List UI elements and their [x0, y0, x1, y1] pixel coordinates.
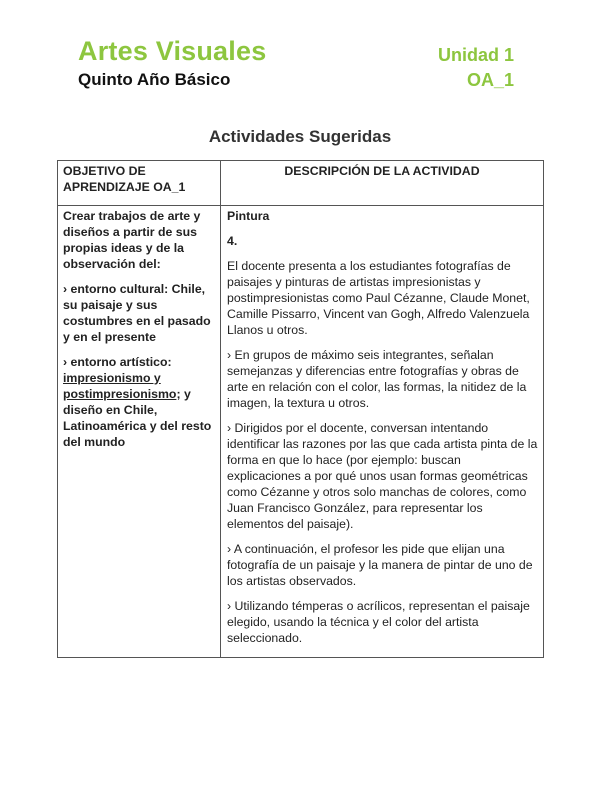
unit-label: Unidad 1 — [437, 45, 514, 65]
objective-artistic-suffix: ; y diseño en Chile, Latinoamérica y del resto del mundo — [63, 387, 212, 449]
description-cell — [221, 206, 544, 658]
subject-title: Artes Visuales — [78, 36, 267, 66]
activity-table — [57, 160, 544, 658]
objective-cultural: › entorno cultural: Chile, su paisaje y sus costumbres en el pasado y en el presente — [63, 282, 211, 344]
objective-artistic — [63, 354, 215, 450]
objective-intro: Crear trabajos de arte y diseños a partir de sus propias ideas y de la observación del: — [63, 209, 201, 271]
page-header — [78, 36, 516, 96]
description-header: DESCRIPCIÓN DE LA ACTIVIDAD — [221, 161, 544, 206]
activity-paragraph: › Utilizando témperas o acrílicos, representan el paisaje elegido, usando la técnica y el color del artista seleccionado. — [227, 599, 530, 645]
objective-artistic-prefix: › entorno artístico: — [63, 355, 172, 369]
activity-number: 4. — [227, 234, 238, 248]
objective-impressionism: impresionismo y postimpresionismo — [63, 371, 177, 401]
table-row — [58, 206, 544, 658]
oa-code-label: OA_1 — [466, 70, 514, 90]
activity-paragraph: › En grupos de máximo seis integrantes, señalan semejanzas y diferencias entre fotografías y obras de arte en relación con el color, las formas, la nitidez de la imagen, la textura u otros. — [227, 348, 527, 410]
activity-title: Pintura — [227, 209, 270, 223]
section-title: Actividades Sugeridas — [208, 127, 392, 146]
activity-paragraph: El docente presenta a los estudiantes fotografías de paisajes y pinturas de artistas impresionistas y postimpresionistas como Paul Cézanne, Claude Monet, Camille Pissarro, Vincent van Gogh, Alfredo Valenzuela Llanos u otros. — [227, 259, 530, 337]
activity-paragraph: › A continuación, el profesor les pide que elijan una fotografía de un paisaje y la manera de pintar de uno de los artistas observados. — [227, 542, 533, 588]
objective-cell — [58, 206, 221, 658]
objective-header: OBJETIVO DE APRENDIZAJE OA_1 — [58, 161, 221, 206]
activity-paragraph: › Dirigidos por el docente, conversan intentando identificar las razones por las que cada artista pinta de la forma en que lo hace (por ejemplo: buscan explicaciones a por qué unos usan formas geométricas como Cézanne y otros solo manchas de colores, como Juan Francisco González, para representar los elementos del paisaje). — [227, 421, 538, 531]
grade-subtitle: Quinto Año Básico — [78, 70, 231, 89]
table-header-row — [58, 161, 544, 206]
